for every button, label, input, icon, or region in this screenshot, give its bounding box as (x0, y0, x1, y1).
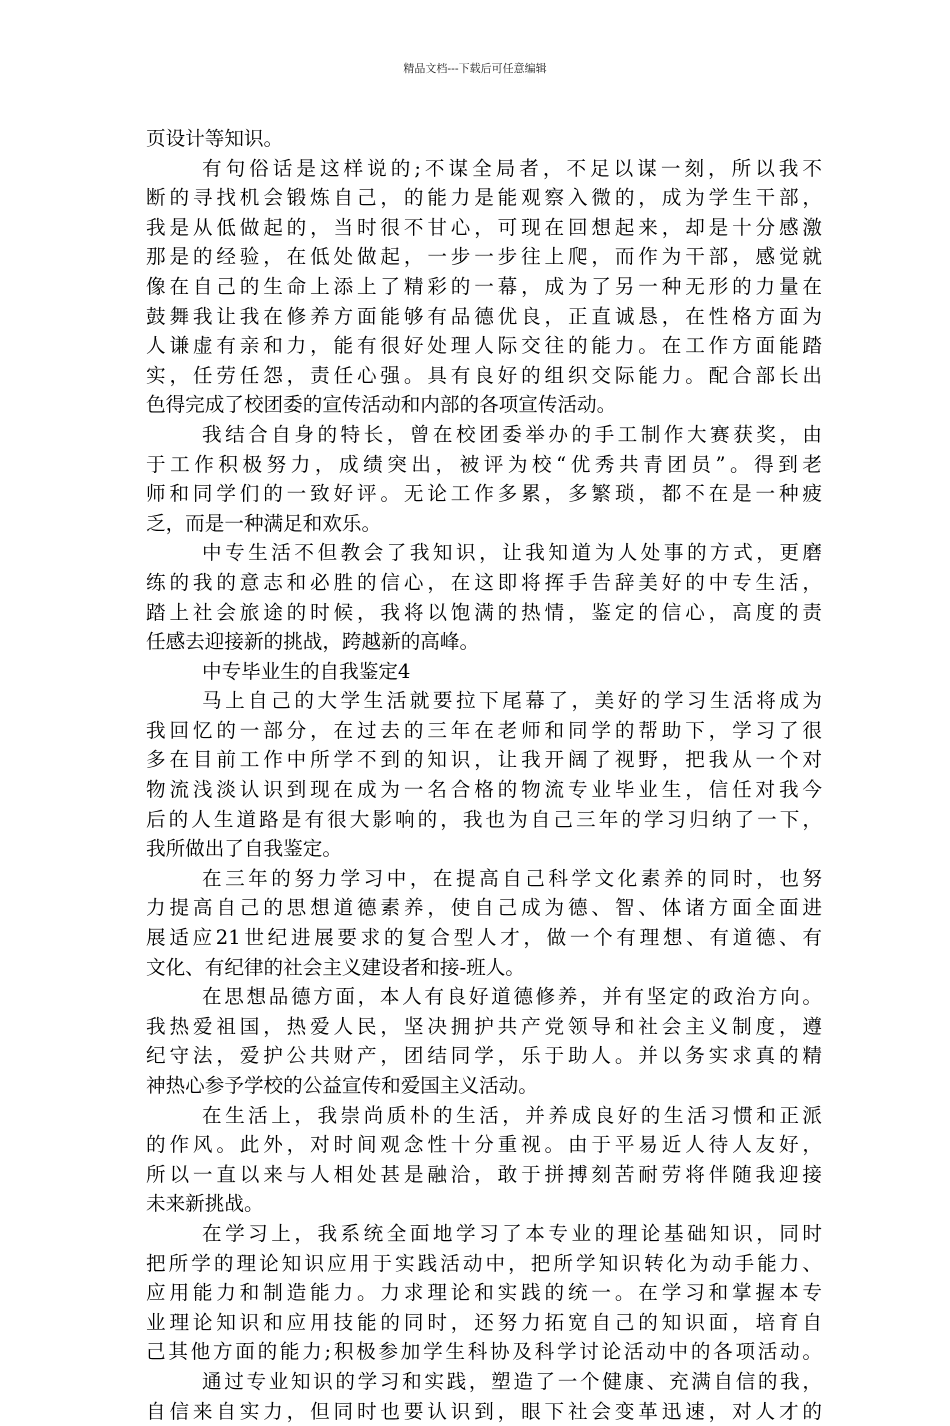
text-line: 我回忆的一部分，在过去的三年在老师和同学的帮助下，学习了很 (146, 718, 822, 742)
text-line: 我结合自身的特长，曾在校团委举办的手工制作大赛获奖，由 (202, 422, 822, 446)
text-line: 于工作积极努力，成绩突出，被评为校“优秀共青团员”。得到老 (146, 452, 822, 476)
text-line: 我所做出了自我鉴定。 (146, 837, 342, 861)
page-header: 精品文档---下载后可任意编辑 (403, 62, 547, 75)
text-line: 鼓舞我让我在修养方面能够有品德优良，正直诚恳，在性格方面为 (146, 304, 822, 328)
text-line: 中专生活不但教会了我知识，让我知道为人处事的方式，更磨 (202, 541, 822, 565)
text-line: 把所学的理论知识应用于实践活动中，把所学知识转化为动手能力、 (146, 1251, 822, 1275)
text-line: 那是的经验，在低处做起，一步一步往上爬，而作为干部，感觉就 (146, 245, 822, 269)
text-line: 文化、有纪律的社会主义建设者和接-班人。 (146, 955, 525, 979)
text-line: 物流浅淡认识到现在成为一名合格的物流专业毕业生，信任对我今 (146, 778, 822, 802)
text-line: 色得完成了校团委的宣传活动和内部的各项宣传活动。 (146, 393, 617, 417)
text-line: 有句俗话是这样说的;不谋全局者，不足以谋一刻，所以我不 (202, 156, 822, 180)
text-line: 业理论知识和应用技能的同时，还努力拓宽自己的知识面，培育自 (146, 1310, 822, 1334)
text-line: 未来新挑战。 (146, 1192, 264, 1216)
text-line: 所以一直以来与人相处甚是融洽，敢于拼搏刻苦耐劳将伴随我迎接 (146, 1162, 822, 1186)
text-line: 自信来自实力，但同时也要认识到，眼下社会变革迅速，对人才的 (146, 1399, 822, 1423)
text-line: 纪守法，爱护公共财产，团结同学，乐于助人。并以务实求真的精 (146, 1044, 822, 1068)
text-line: 的作风。此外，对时间观念性十分重视。由于平易近人待人友好， (146, 1133, 822, 1157)
text-line: 后的人生道路是有很大影响的，我也为自己三年的学习归纳了一下， (146, 807, 822, 831)
text-line: 在三年的努力学习中，在提高自己科学文化素养的同时，也努 (202, 866, 822, 890)
text-line: 页设计等知识。 (146, 127, 284, 150)
text-line: 人谦虚有亲和力，能有很好处理人际交往的能力。在工作方面能踏 (146, 334, 822, 358)
text-line: 断的寻找机会锻炼自己，的能力是能观察入微的，成为学生干部， (146, 186, 822, 210)
text-line: 力提高自己的思想道德素养，使自己成为德、智、体诸方面全面进 (146, 896, 822, 920)
text-line: 己其他方面的能力;积极参加学生科协及科学讨论活动中的各项活动。 (146, 1340, 822, 1364)
text-line: 中专毕业生的自我鉴定4 (202, 659, 411, 683)
document-body (146, 124, 822, 1426)
text-line: 乏，而是一种满足和欢乐。 (146, 511, 382, 535)
text-line: 任感去迎接新的挑战，跨越新的高峰。 (146, 630, 480, 654)
text-line: 马上自己的大学生活就要拉下尾幕了，美好的学习生活将成为 (202, 689, 822, 713)
text-line: 我是从低做起的，当时很不甘心，可现在回想起来，却是十分感激 (146, 215, 822, 239)
text-line: 师和同学们的一致好评。无论工作多累，多繁琐，都不在是一种疲 (146, 482, 822, 506)
text-line: 在思想品德方面，本人有良好道德修养，并有坚定的政治方向。 (202, 985, 822, 1009)
text-line: 在生活上，我崇尚质朴的生活，并养成良好的生活习惯和正派 (202, 1103, 822, 1127)
text-line: 应用能力和制造能力。力求理论和实践的统一。在学习和掌握本专 (146, 1281, 822, 1305)
text-line: 展适应21世纪进展要求的复合型人才，做一个有理想、有道德、有 (146, 926, 822, 950)
text-line: 多在目前工作中所学不到的知识，让我开阔了视野，把我从一个对 (146, 748, 822, 772)
text-line: 神热心参予学校的公益宣传和爱国主义活动。 (146, 1074, 538, 1097)
text-line: 踏上社会旅途的时候，我将以饱满的热情，鉴定的信心，高度的责 (146, 600, 822, 624)
text-line: 实，任劳任怨，责任心强。具有良好的组织交际能力。配合部长出 (146, 363, 822, 387)
text-line: 通过专业知识的学习和实践，塑造了一个健康、充满自信的我， (202, 1369, 822, 1393)
text-line: 我热爱祖国，热爱人民，坚决拥护共产党领导和社会主义制度，遵 (146, 1014, 822, 1038)
text-line: 练的我的意志和必胜的信心，在这即将挥手告辞美好的中专生活， (146, 570, 822, 594)
text-line: 在学习上，我系统全面地学习了本专业的理论基础知识，同时 (202, 1221, 822, 1245)
text-line: 像在自己的生命上添上了精彩的一幕，成为了另一种无形的力量在 (146, 274, 822, 298)
